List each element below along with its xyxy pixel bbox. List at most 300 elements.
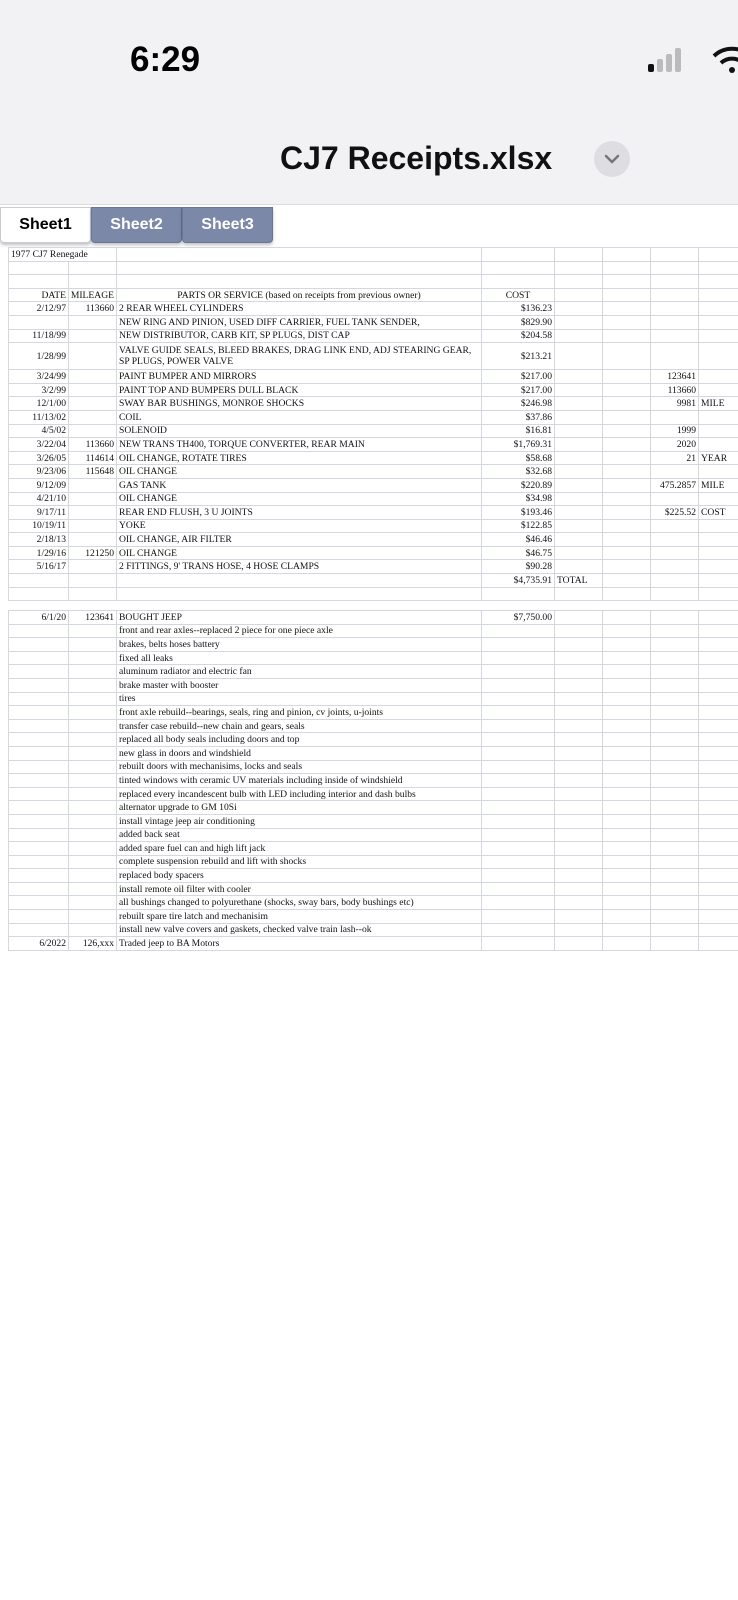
cell-cost[interactable]: $37.86: [482, 411, 555, 424]
cell-h[interactable]: [699, 665, 738, 678]
cell-e[interactable]: [555, 370, 603, 383]
cell-desc[interactable]: tinted windows with ceramic UV materials including inside of windshield: [117, 774, 482, 787]
cell-f[interactable]: [603, 384, 651, 397]
cell-desc[interactable]: brake master with booster: [117, 679, 482, 692]
cell-mileage[interactable]: [69, 665, 117, 678]
cell-desc[interactable]: OIL CHANGE: [117, 493, 482, 506]
cell-cost[interactable]: COST: [482, 289, 555, 302]
cell-g[interactable]: [651, 910, 699, 923]
cell-g[interactable]: [651, 924, 699, 937]
cell-f[interactable]: [603, 289, 651, 302]
cell-e[interactable]: [555, 747, 603, 760]
cell-h[interactable]: [699, 856, 738, 869]
cell-desc[interactable]: [117, 262, 482, 275]
cell-h[interactable]: YEAR: [699, 452, 738, 465]
cell-e[interactable]: [555, 438, 603, 451]
cell-f[interactable]: [603, 842, 651, 855]
cell-h[interactable]: [699, 289, 738, 302]
cell-h[interactable]: [699, 343, 738, 369]
cell-g[interactable]: [651, 788, 699, 801]
cell-desc[interactable]: OIL CHANGE, ROTATE TIRES: [117, 452, 482, 465]
cell-mileage[interactable]: [69, 910, 117, 923]
cell-date[interactable]: [9, 815, 69, 828]
cell-f[interactable]: [603, 774, 651, 787]
cell-desc[interactable]: NEW DISTRIBUTOR, CARB KIT, SP PLUGS, DIST CAP: [117, 330, 482, 343]
cell-cost[interactable]: $217.00: [482, 384, 555, 397]
cell-mileage[interactable]: [69, 924, 117, 937]
cell-date[interactable]: [9, 316, 69, 329]
cell-date[interactable]: [9, 856, 69, 869]
cell-g[interactable]: [651, 343, 699, 369]
cell-cost[interactable]: $220.89: [482, 479, 555, 492]
cell-cost[interactable]: [482, 815, 555, 828]
cell-g[interactable]: [651, 842, 699, 855]
cell-h[interactable]: [699, 761, 738, 774]
cell-f[interactable]: [603, 733, 651, 746]
cell-g[interactable]: [651, 733, 699, 746]
cell-date[interactable]: [9, 706, 69, 719]
cell-desc[interactable]: Traded jeep to BA Motors: [117, 937, 482, 950]
cell-desc[interactable]: GAS TANK: [117, 479, 482, 492]
cell-date[interactable]: 11/13/02: [9, 411, 69, 424]
cell-e[interactable]: [555, 896, 603, 909]
cell-h[interactable]: [699, 706, 738, 719]
cell-g[interactable]: [651, 829, 699, 842]
cell-mileage[interactable]: 126,xxx: [69, 937, 117, 950]
cell-g[interactable]: [651, 774, 699, 787]
cell-h[interactable]: [699, 788, 738, 801]
cell-date[interactable]: [9, 910, 69, 923]
cell-date[interactable]: 3/26/05: [9, 452, 69, 465]
cell-desc[interactable]: brakes, belts hoses battery: [117, 638, 482, 651]
cell-g[interactable]: [651, 761, 699, 774]
cell-g[interactable]: [651, 411, 699, 424]
cell-g[interactable]: [651, 588, 699, 601]
cell-cost[interactable]: $204.58: [482, 330, 555, 343]
cell-h[interactable]: [699, 924, 738, 937]
cell-f[interactable]: [603, 883, 651, 896]
cell-cost[interactable]: [482, 761, 555, 774]
cell-e[interactable]: [555, 343, 603, 369]
cell-cost[interactable]: [482, 693, 555, 706]
cell-cost[interactable]: $213.21: [482, 343, 555, 369]
cell-mileage[interactable]: [69, 856, 117, 869]
cell-cost[interactable]: [482, 720, 555, 733]
cell-desc[interactable]: aluminum radiator and electric fan: [117, 665, 482, 678]
cell-cost[interactable]: $16.81: [482, 425, 555, 438]
cell-f[interactable]: [603, 638, 651, 651]
cell-h[interactable]: [699, 910, 738, 923]
cell-cost[interactable]: $217.00: [482, 370, 555, 383]
cell-cost[interactable]: [482, 638, 555, 651]
cell-e[interactable]: [555, 910, 603, 923]
cell-mileage[interactable]: [69, 733, 117, 746]
cell-mileage[interactable]: 121250: [69, 547, 117, 560]
cell-f[interactable]: [603, 465, 651, 478]
cell-e[interactable]: [555, 924, 603, 937]
cell-date[interactable]: [9, 896, 69, 909]
cell-h[interactable]: [699, 638, 738, 651]
cell-mileage[interactable]: [69, 638, 117, 651]
cell-date[interactable]: 3/22/04: [9, 438, 69, 451]
cell-mileage[interactable]: [69, 625, 117, 638]
cell-g[interactable]: [651, 665, 699, 678]
cell-date[interactable]: 12/1/00: [9, 397, 69, 410]
cell-f[interactable]: [603, 761, 651, 774]
cell-h[interactable]: [699, 574, 738, 587]
cell-empty[interactable]: [651, 248, 699, 261]
cell-desc[interactable]: YOKE: [117, 520, 482, 533]
cell-f[interactable]: [603, 720, 651, 733]
cell-e[interactable]: [555, 625, 603, 638]
cell-h[interactable]: [699, 937, 738, 950]
cell-cost[interactable]: [482, 883, 555, 896]
cell-desc[interactable]: SWAY BAR BUSHINGS, MONROE SHOCKS: [117, 397, 482, 410]
cell-h[interactable]: [699, 896, 738, 909]
cell-date[interactable]: [9, 679, 69, 692]
cell-f[interactable]: [603, 706, 651, 719]
cell-mileage[interactable]: [69, 397, 117, 410]
cell-desc[interactable]: front and rear axles--replaced 2 piece for one piece axle: [117, 625, 482, 638]
cell-h[interactable]: [699, 520, 738, 533]
cell-e[interactable]: TOTAL: [555, 574, 603, 587]
cell-cost[interactable]: [482, 733, 555, 746]
cell-date[interactable]: 3/2/99: [9, 384, 69, 397]
cell-f[interactable]: [603, 924, 651, 937]
cell-e[interactable]: [555, 842, 603, 855]
cell-g[interactable]: [651, 465, 699, 478]
cell-e[interactable]: [555, 869, 603, 882]
cell-date[interactable]: [9, 924, 69, 937]
cell-date[interactable]: [9, 829, 69, 842]
cell-g[interactable]: [651, 896, 699, 909]
cell-desc[interactable]: VALVE GUIDE SEALS, BLEED BRAKES, DRAG LINK END, ADJ STEARING GEAR, SP PLUGS, POWER VALVE: [117, 343, 482, 369]
cell-cost[interactable]: $7,750.00: [482, 611, 555, 624]
cell-g[interactable]: [651, 801, 699, 814]
cell-date[interactable]: [9, 788, 69, 801]
cell-e[interactable]: [555, 801, 603, 814]
cell-g[interactable]: [651, 747, 699, 760]
file-menu-button[interactable]: [594, 141, 630, 177]
cell-f[interactable]: [603, 343, 651, 369]
cell-date[interactable]: [9, 869, 69, 882]
cell-date[interactable]: [9, 574, 69, 587]
cell-f[interactable]: [603, 679, 651, 692]
cell-mileage[interactable]: [69, 574, 117, 587]
cell-desc[interactable]: BOUGHT JEEP: [117, 611, 482, 624]
cell-cost[interactable]: [482, 625, 555, 638]
cell-e[interactable]: [555, 316, 603, 329]
cell-date[interactable]: 9/23/06: [9, 465, 69, 478]
cell-g[interactable]: 9981: [651, 397, 699, 410]
cell-g[interactable]: [651, 869, 699, 882]
cell-desc[interactable]: COIL: [117, 411, 482, 424]
cell-date[interactable]: [9, 625, 69, 638]
cell-mileage[interactable]: [69, 493, 117, 506]
cell-mileage[interactable]: [69, 343, 117, 369]
cell-g[interactable]: [651, 289, 699, 302]
cell-h[interactable]: [699, 465, 738, 478]
cell-g[interactable]: [651, 856, 699, 869]
cell-desc[interactable]: install vintage jeep air conditioning: [117, 815, 482, 828]
cell-mileage[interactable]: [69, 679, 117, 692]
cell-empty[interactable]: [555, 248, 603, 261]
cell-g[interactable]: [651, 611, 699, 624]
cell-cost[interactable]: $829.90: [482, 316, 555, 329]
cell-g[interactable]: [651, 493, 699, 506]
cell-date[interactable]: [9, 761, 69, 774]
cell-f[interactable]: [603, 452, 651, 465]
cell-g[interactable]: [651, 302, 699, 315]
cell-cost[interactable]: [482, 937, 555, 950]
cell-h[interactable]: [699, 316, 738, 329]
cell-g[interactable]: $225.52: [651, 506, 699, 519]
cell-f[interactable]: [603, 801, 651, 814]
cell-desc[interactable]: [117, 588, 482, 601]
cell-e[interactable]: [555, 289, 603, 302]
cell-date[interactable]: [9, 275, 69, 288]
cell-desc[interactable]: PAINT BUMPER AND MIRRORS: [117, 370, 482, 383]
cell-cost[interactable]: $193.46: [482, 506, 555, 519]
cell-e[interactable]: [555, 452, 603, 465]
cell-g[interactable]: 1999: [651, 425, 699, 438]
cell-e[interactable]: [555, 302, 603, 315]
cell-f[interactable]: [603, 896, 651, 909]
cell-date[interactable]: [9, 801, 69, 814]
cell-f[interactable]: [603, 747, 651, 760]
cell-mileage[interactable]: [69, 479, 117, 492]
cell-h[interactable]: [699, 275, 738, 288]
cell-mileage[interactable]: [69, 706, 117, 719]
cell-date[interactable]: 2/18/13: [9, 533, 69, 546]
cell-f[interactable]: [603, 506, 651, 519]
cell-e[interactable]: [555, 560, 603, 573]
cell-date[interactable]: [9, 720, 69, 733]
cell-cost[interactable]: [482, 924, 555, 937]
cell-g[interactable]: 123641: [651, 370, 699, 383]
cell-e[interactable]: [555, 533, 603, 546]
cell-cost[interactable]: [482, 801, 555, 814]
cell-h[interactable]: [699, 815, 738, 828]
cell-g[interactable]: [651, 262, 699, 275]
cell-f[interactable]: [603, 560, 651, 573]
cell-e[interactable]: [555, 384, 603, 397]
cell-mileage[interactable]: [69, 588, 117, 601]
cell-f[interactable]: [603, 547, 651, 560]
cell-e[interactable]: [555, 720, 603, 733]
cell-h[interactable]: [699, 829, 738, 842]
cell-g[interactable]: [651, 520, 699, 533]
cell-g[interactable]: [651, 275, 699, 288]
cell-cost[interactable]: [482, 774, 555, 787]
cell-f[interactable]: [603, 611, 651, 624]
cell-f[interactable]: [603, 937, 651, 950]
cell-h[interactable]: [699, 330, 738, 343]
cell-desc[interactable]: OIL CHANGE: [117, 547, 482, 560]
cell-empty[interactable]: [699, 248, 738, 261]
cell-f[interactable]: [603, 910, 651, 923]
cell-h[interactable]: [699, 493, 738, 506]
cell-mileage[interactable]: [69, 788, 117, 801]
cell-f[interactable]: [603, 665, 651, 678]
cell-g[interactable]: 2020: [651, 438, 699, 451]
cell-cost[interactable]: [482, 896, 555, 909]
cell-desc[interactable]: front axle rebuild--bearings, seals, ring and pinion, cv joints, u-joints: [117, 706, 482, 719]
cell-mileage[interactable]: 114614: [69, 452, 117, 465]
cell-e[interactable]: [555, 425, 603, 438]
cell-e[interactable]: [555, 411, 603, 424]
tab-sheet2[interactable]: Sheet2: [91, 207, 182, 243]
cell-date[interactable]: [9, 747, 69, 760]
cell-desc[interactable]: added back seat: [117, 829, 482, 842]
cell-date[interactable]: 2/12/97: [9, 302, 69, 315]
cell-desc[interactable]: new glass in doors and windshield: [117, 747, 482, 760]
cell-g[interactable]: [651, 330, 699, 343]
cell-g[interactable]: [651, 316, 699, 329]
cell-f[interactable]: [603, 493, 651, 506]
cell-h[interactable]: [699, 801, 738, 814]
cell-h[interactable]: [699, 720, 738, 733]
cell-date[interactable]: [9, 693, 69, 706]
cell-cost[interactable]: [482, 706, 555, 719]
cell-desc[interactable]: rebuilt doors with mechanisims, locks and seals: [117, 761, 482, 774]
cell-date[interactable]: 11/18/99: [9, 330, 69, 343]
cell-desc[interactable]: tires: [117, 693, 482, 706]
cell-mileage[interactable]: [69, 330, 117, 343]
cell-e[interactable]: [555, 652, 603, 665]
cell-e[interactable]: [555, 465, 603, 478]
cell-f[interactable]: [603, 652, 651, 665]
cell-cost[interactable]: $122.85: [482, 520, 555, 533]
cell-mileage[interactable]: MILEAGE: [69, 289, 117, 302]
cell-h[interactable]: [699, 625, 738, 638]
cell-e[interactable]: [555, 706, 603, 719]
cell-mileage[interactable]: 115648: [69, 465, 117, 478]
cell-date[interactable]: [9, 588, 69, 601]
cell-h[interactable]: [699, 611, 738, 624]
cell-g[interactable]: 475.2857: [651, 479, 699, 492]
cell-e[interactable]: [555, 262, 603, 275]
cell-g[interactable]: 21: [651, 452, 699, 465]
cell-h[interactable]: [699, 302, 738, 315]
tab-sheet1[interactable]: Sheet1: [0, 207, 91, 243]
cell-desc[interactable]: alternator upgrade to GM 10Si: [117, 801, 482, 814]
cell-e[interactable]: [555, 665, 603, 678]
cell-f[interactable]: [603, 788, 651, 801]
cell-desc[interactable]: install remote oil filter with cooler: [117, 883, 482, 896]
cell-cost[interactable]: [482, 588, 555, 601]
cell-cost[interactable]: $246.98: [482, 397, 555, 410]
cell-e[interactable]: [555, 788, 603, 801]
cell-f[interactable]: [603, 370, 651, 383]
cell-h[interactable]: [699, 370, 738, 383]
cell-cost[interactable]: [482, 856, 555, 869]
cell-e[interactable]: [555, 611, 603, 624]
cell-mileage[interactable]: [69, 384, 117, 397]
cell-h[interactable]: [699, 733, 738, 746]
cell-g[interactable]: 113660: [651, 384, 699, 397]
cell-e[interactable]: [555, 774, 603, 787]
cell-empty[interactable]: [482, 248, 555, 261]
cell-desc[interactable]: [117, 275, 482, 288]
cell-h[interactable]: [699, 842, 738, 855]
cell-mileage[interactable]: [69, 815, 117, 828]
cell-f[interactable]: [603, 815, 651, 828]
cell-e[interactable]: [555, 883, 603, 896]
cell-f[interactable]: [603, 302, 651, 315]
cell-h[interactable]: [699, 652, 738, 665]
cell-g[interactable]: [651, 937, 699, 950]
cell-mileage[interactable]: [69, 652, 117, 665]
cell-date[interactable]: [9, 733, 69, 746]
cell-desc[interactable]: complete suspension rebuild and lift with shocks: [117, 856, 482, 869]
cell-date[interactable]: [9, 883, 69, 896]
cell-h[interactable]: [699, 774, 738, 787]
cell-cost[interactable]: [482, 788, 555, 801]
cell-f[interactable]: [603, 574, 651, 587]
cell-g[interactable]: [651, 693, 699, 706]
cell-f[interactable]: [603, 397, 651, 410]
cell-g[interactable]: [651, 679, 699, 692]
cell-f[interactable]: [603, 856, 651, 869]
cell-g[interactable]: [651, 547, 699, 560]
cell-e[interactable]: [555, 397, 603, 410]
cell-mileage[interactable]: [69, 842, 117, 855]
cell-desc[interactable]: replaced all body seals including doors and top: [117, 733, 482, 746]
cell-mileage[interactable]: 123641: [69, 611, 117, 624]
cell-date[interactable]: 5/16/17: [9, 560, 69, 573]
cell-cost[interactable]: [482, 275, 555, 288]
cell-cost[interactable]: $34.98: [482, 493, 555, 506]
cell-date[interactable]: 4/21/10: [9, 493, 69, 506]
cell-cost[interactable]: $46.46: [482, 533, 555, 546]
cell-desc[interactable]: replaced every incandescent bulb with LED including interior and dash bulbs: [117, 788, 482, 801]
cell-mileage[interactable]: [69, 425, 117, 438]
cell-e[interactable]: [555, 493, 603, 506]
cell-cost[interactable]: [482, 910, 555, 923]
cell-h[interactable]: [699, 693, 738, 706]
cell-cost[interactable]: $46.75: [482, 547, 555, 560]
cell-mileage[interactable]: [69, 533, 117, 546]
cell-h[interactable]: [699, 883, 738, 896]
cell-e[interactable]: [555, 937, 603, 950]
cell-cost[interactable]: $136.23: [482, 302, 555, 315]
cell-date[interactable]: 6/2022: [9, 937, 69, 950]
cell-cost[interactable]: [482, 652, 555, 665]
cell-e[interactable]: [555, 733, 603, 746]
cell-f[interactable]: [603, 625, 651, 638]
cell-mileage[interactable]: [69, 693, 117, 706]
cell-cost[interactable]: [482, 262, 555, 275]
cell-cost[interactable]: [482, 747, 555, 760]
cell-e[interactable]: [555, 761, 603, 774]
cell-desc[interactable]: replaced body spacers: [117, 869, 482, 882]
cell-f[interactable]: [603, 316, 651, 329]
cell-h[interactable]: [699, 425, 738, 438]
cell-date[interactable]: [9, 262, 69, 275]
cell-desc[interactable]: rebuilt spare tire latch and mechanisim: [117, 910, 482, 923]
cell-desc[interactable]: OIL CHANGE, AIR FILTER: [117, 533, 482, 546]
cell-cost[interactable]: $58.68: [482, 452, 555, 465]
cell-f[interactable]: [603, 588, 651, 601]
cell-h[interactable]: [699, 533, 738, 546]
cell-cost[interactable]: $4,735.91: [482, 574, 555, 587]
cell-cost[interactable]: [482, 829, 555, 842]
cell-date[interactable]: 4/5/02: [9, 425, 69, 438]
cell-f[interactable]: [603, 869, 651, 882]
cell-g[interactable]: [651, 638, 699, 651]
cell-h[interactable]: [699, 411, 738, 424]
